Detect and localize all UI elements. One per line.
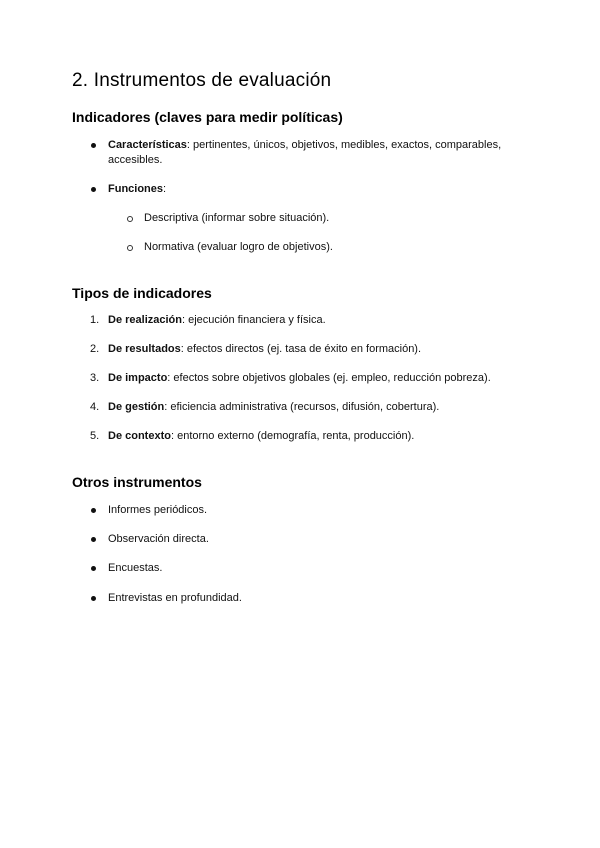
list-item	[108, 400, 439, 415]
list-item	[108, 313, 326, 328]
list-number: 4.	[90, 401, 100, 413]
list-number: 5.	[90, 430, 100, 442]
item-text: :	[163, 183, 167, 195]
sub-bullet-icon	[127, 245, 133, 251]
item-text: : pertinentes, únicos, objetivos, medibles, exactos, comparables,	[186, 139, 502, 151]
item-label: De impacto	[108, 372, 168, 384]
page-title: 2. Instrumentos de evaluación	[72, 70, 332, 91]
item-label: De contexto	[108, 430, 171, 442]
bullet-icon	[91, 596, 96, 601]
section-heading-tipos: Tipos de indicadores	[72, 285, 212, 301]
sub-bullet-icon	[127, 216, 133, 222]
item-label: De resultados	[108, 343, 181, 355]
item-text: : efectos directos (ej. tasa de éxito en formación).	[180, 343, 422, 355]
bullet-icon	[91, 508, 96, 513]
list-item	[108, 342, 421, 357]
item-label: Funciones	[108, 183, 164, 195]
list-item: Entrevistas en profundidad.	[108, 592, 242, 604]
list-item: Encuestas.	[108, 562, 163, 574]
sub-list-item: Descriptiva (informar sobre situación).	[144, 212, 330, 224]
list-item: Informes periódicos.	[108, 504, 208, 516]
item-text: : ejecución financiera y física.	[181, 314, 326, 326]
item-text: : efectos sobre objetivos globales (ej. empleo, reducción pobreza).	[167, 372, 491, 384]
item-text: : eficiencia administrativa (recursos, difusión, cobertura).	[164, 401, 440, 413]
sub-list-item: Normativa (evaluar logro de objetivos).	[144, 241, 333, 253]
item-label: De realización	[108, 314, 182, 326]
section-heading-indicadores: Indicadores (claves para medir políticas)	[72, 109, 343, 125]
bullet-icon	[91, 566, 96, 571]
bullet-icon	[91, 143, 96, 148]
list-item	[108, 429, 414, 444]
item-label: De gestión	[108, 401, 165, 413]
list-item-caracteristicas	[108, 138, 528, 168]
bullet-icon	[91, 187, 96, 192]
item-text-continued: accesibles.	[108, 154, 163, 166]
section-heading-otros: Otros instrumentos	[72, 474, 202, 490]
list-item-funciones	[108, 182, 166, 197]
bullet-icon	[91, 537, 96, 542]
list-item: Observación directa.	[108, 533, 209, 545]
item-text: : entorno externo (demografía, renta, producción).	[170, 430, 415, 442]
list-number: 2.	[90, 343, 100, 355]
list-item	[108, 371, 491, 386]
item-label: Características	[108, 139, 187, 151]
list-number: 1.	[90, 314, 100, 326]
list-number: 3.	[90, 372, 100, 384]
